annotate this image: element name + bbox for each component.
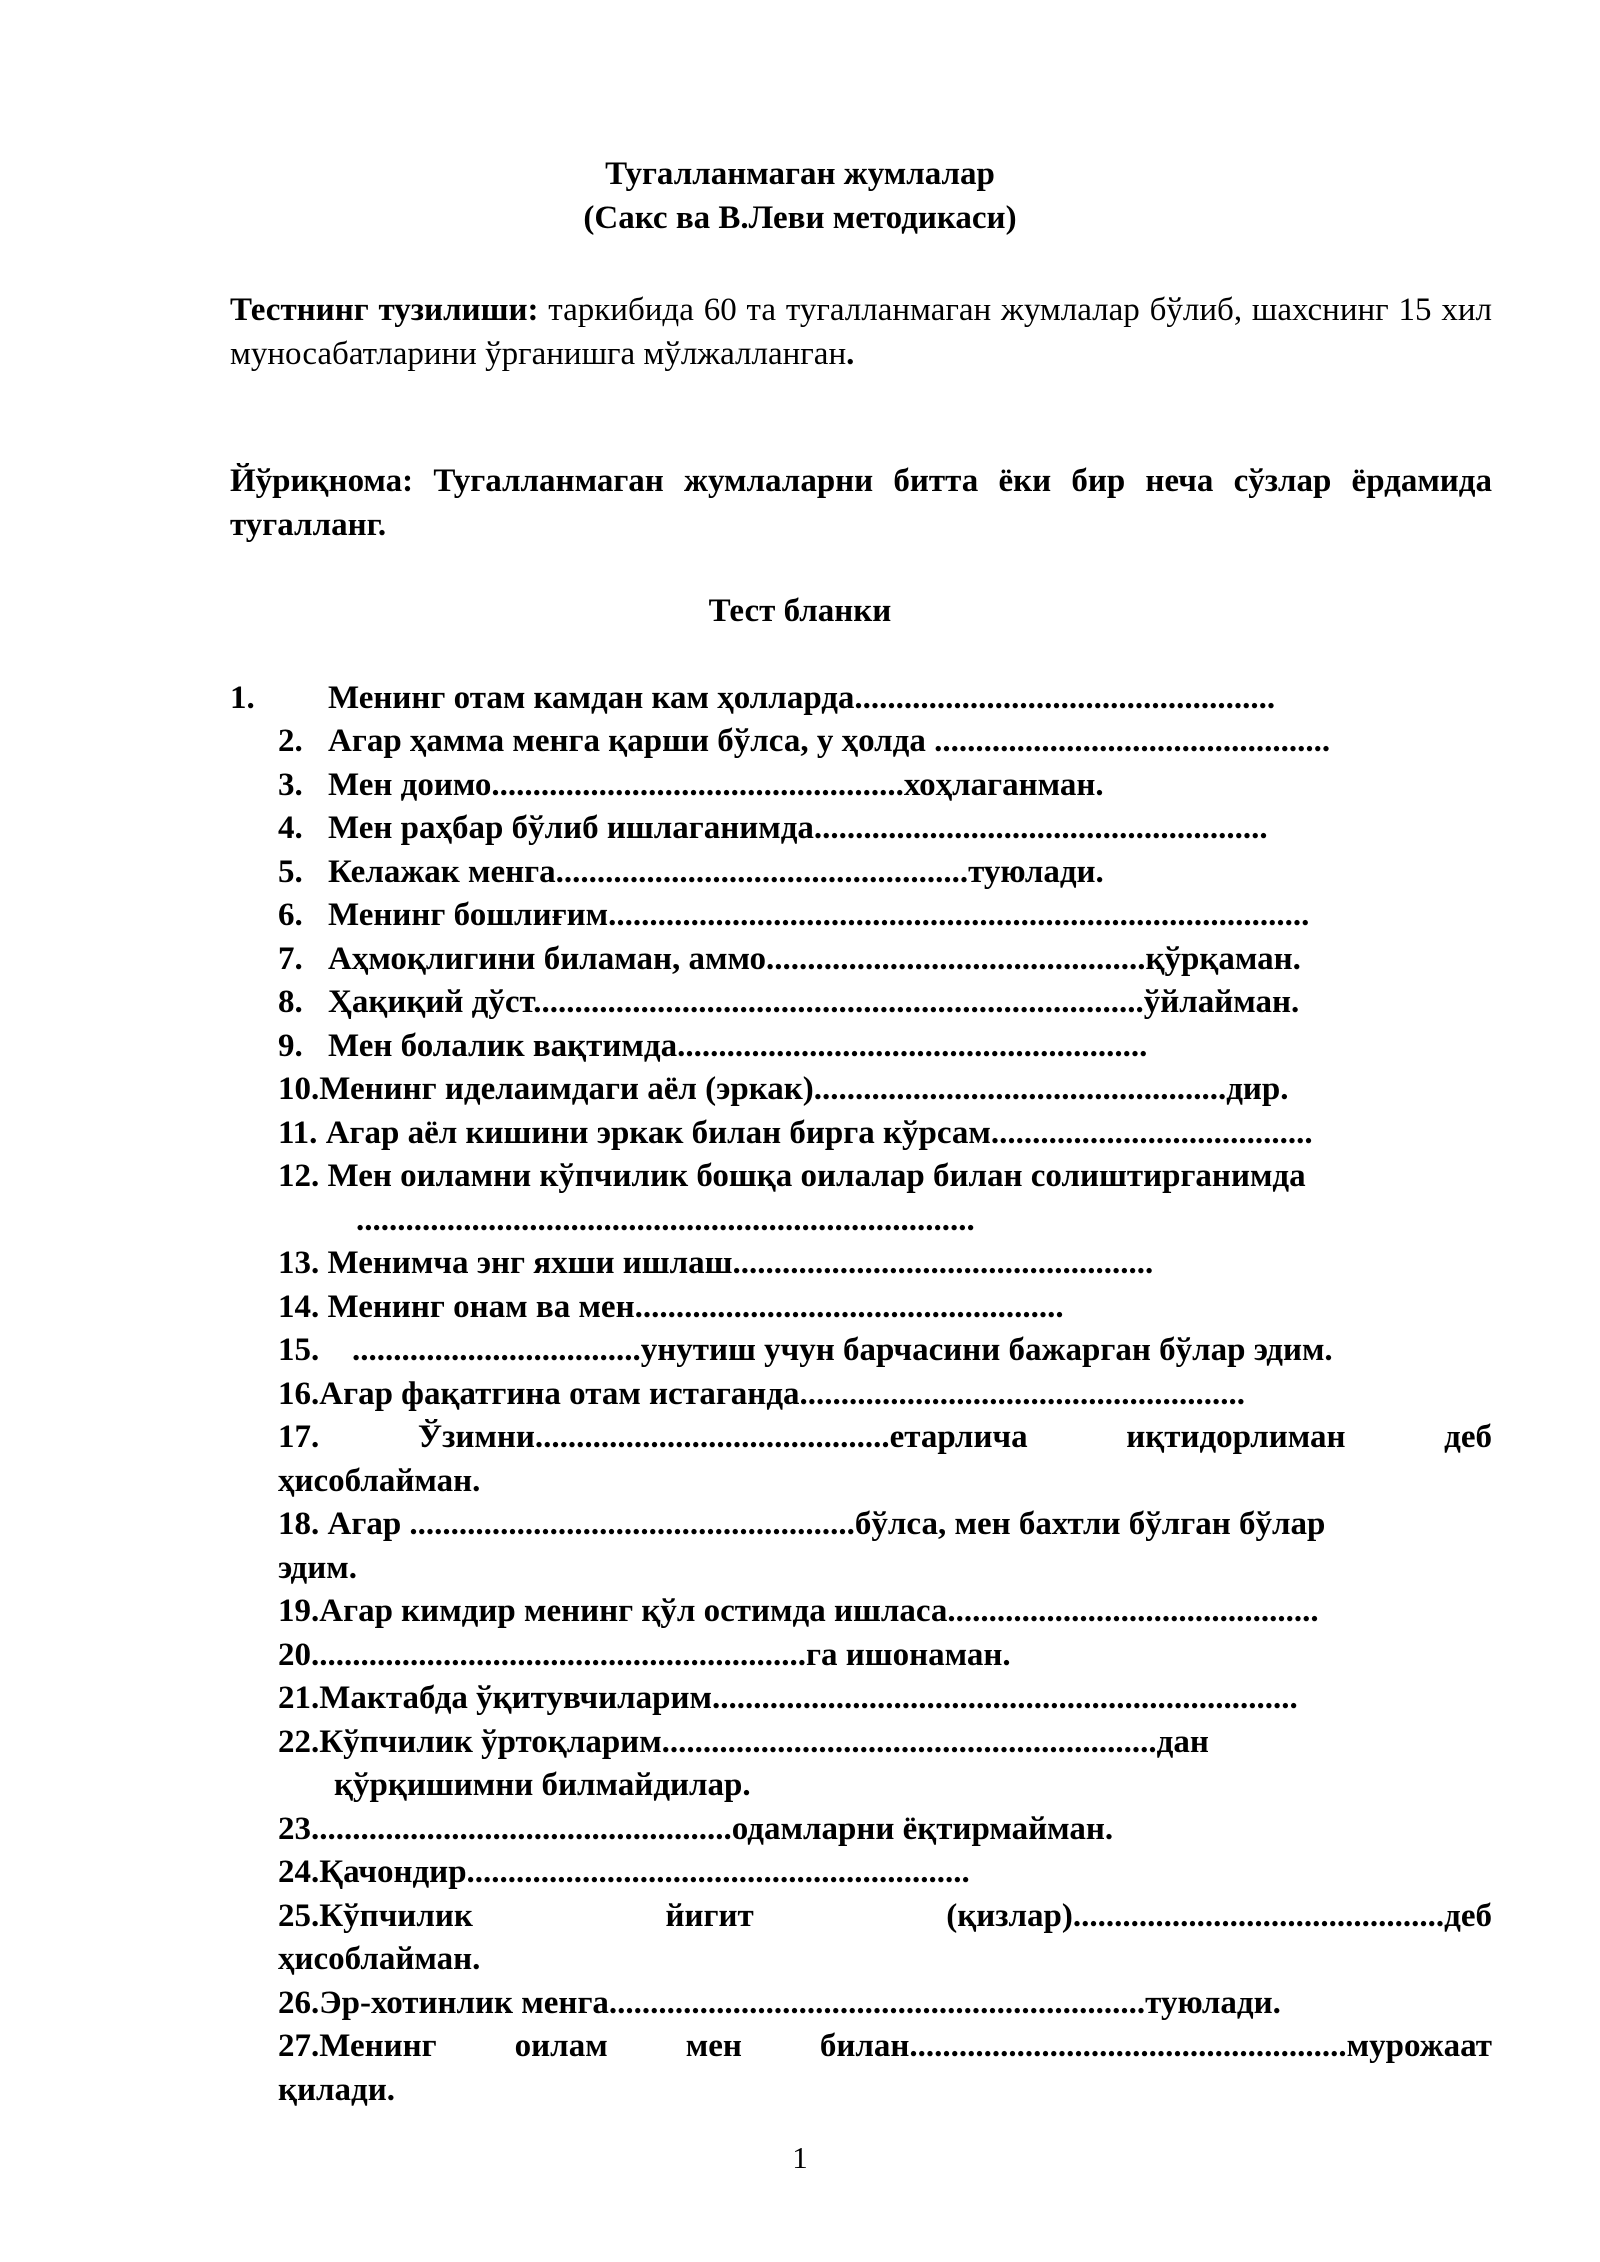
list-item <box>278 1328 1333 1372</box>
list-item <box>278 1676 1298 1720</box>
item-text: Келажак менга..................................................туюлади. <box>328 854 1104 890</box>
item-text: Мен оиламни кўпчилик бошқа оилалар билан солиштирганимда <box>327 1158 1306 1194</box>
item-text: Эр-хотинлик менга.................................................................туюлади. <box>319 1985 1281 2021</box>
document-title: Тугалланмаган жумлалар <box>605 156 995 192</box>
list-item <box>278 1285 1064 1329</box>
list-item <box>278 1415 1492 1459</box>
list-item <box>278 1633 1011 1677</box>
instruction-paragraph: Йўриқнома: Тугалланмаган жумлаларни битта ёки бир неча сўзлар ёрдамида тугалланг. <box>230 463 1492 543</box>
item-number: 18. <box>278 1506 320 1542</box>
item-text: Агар кимдир менинг қўл остимда ишласа............................................. <box>319 1593 1319 1629</box>
item-number: 12. <box>278 1158 320 1194</box>
item-number: 16. <box>278 1376 320 1412</box>
item-number: 9. <box>278 1028 303 1064</box>
item-number: 15. <box>278 1332 320 1368</box>
item-number: 5. <box>278 854 303 890</box>
item-text: иқтидорлиман <box>1126 1419 1346 1455</box>
list-item <box>278 1807 1113 1851</box>
item-text: Менимча энг яхши ишлаш................................................... <box>327 1245 1154 1281</box>
item-text: Ҳақиқий дўст..........................................................................ўйлайман. <box>328 984 1300 1020</box>
list-item <box>278 1372 1245 1416</box>
item-number: 3. <box>278 767 303 803</box>
item-number: 23. <box>278 1811 320 1847</box>
item-number: 2. <box>278 723 303 759</box>
item-text: Агар ҳамма менга қарши бўлса, у ҳолда ................................................ <box>328 723 1331 759</box>
item-text: ..................................................одамларни ёқтирмайман. <box>319 1811 1114 1847</box>
item-text: ...................................унутиш учун барчасини бажарган бўлар эдим. <box>352 1332 1333 1368</box>
item-number: 1. <box>230 680 255 716</box>
item-text: Қачондир............................................................. <box>319 1854 970 1890</box>
item-number: 27. <box>278 2028 320 2064</box>
item-text: билан.....................................................мурожаат <box>819 2028 1492 2064</box>
item-text: Мактабда ўқитувчиларим....................................................................... <box>319 1680 1298 1716</box>
item-number: 14. <box>278 1289 320 1325</box>
item-text: деб <box>1444 1419 1492 1455</box>
item-text: Менинг онам ва мен.................................................... <box>327 1289 1064 1325</box>
item-continuation: ҳисоблайман. <box>278 1463 481 1499</box>
item-text: ...........................................................га ишонаман. <box>319 1637 1011 1673</box>
list-item <box>278 1111 1313 1155</box>
item-text: Менинг бошлиғим..................................................................................... <box>328 897 1310 933</box>
item-text: Мен раҳбар бўлиб ишлаганимда....................................................... <box>328 810 1268 846</box>
item-number: 4. <box>278 810 303 846</box>
item-text: Кўпчилик ўртоқларим............................................................дан <box>319 1724 1209 1760</box>
item-continuation: ........................................................................... <box>356 1202 975 1238</box>
structure-text: таркибида 60 та тугалланмаган жумлалар бўлиб, шахснинг 15 хил муносабатларини ўрганишга мўлжалланган <box>230 292 1492 372</box>
item-continuation: эдим. <box>278 1550 357 1586</box>
item-continuation: ҳисоблайман. <box>278 1941 481 1977</box>
item-number: 6. <box>278 897 303 933</box>
item-number: 24. <box>278 1854 320 1890</box>
list-item <box>278 1024 1147 1068</box>
item-text: мен <box>685 2028 742 2064</box>
list-item <box>278 2024 1492 2068</box>
item-text: Аҳмоқлигини биламан, аммо..............................................қўрқаман. <box>328 941 1301 977</box>
item-text: Агар аёл кишини эркак билан бирга кўрсам....................................... <box>325 1115 1313 1151</box>
list-item <box>278 763 1104 807</box>
item-text: Агар фақатгина отам истаганда...................................................... <box>319 1376 1246 1412</box>
item-text: йигит <box>665 1898 754 1934</box>
structure-paragraph <box>230 288 1492 376</box>
item-text: Кўпчилик <box>319 1898 473 1934</box>
item-number: 13. <box>278 1245 320 1281</box>
item-text: Ўзимни...........................................етарлича <box>417 1419 1028 1455</box>
list-item <box>278 893 1309 937</box>
item-number: 7. <box>278 941 303 977</box>
list-item <box>278 1589 1319 1633</box>
list-item <box>230 676 1275 720</box>
blank-title: Тест бланки <box>708 593 892 629</box>
item-number: 21. <box>278 1680 320 1716</box>
item-continuation: қилади. <box>278 2072 395 2108</box>
list-item <box>278 1241 1153 1285</box>
item-number: 20. <box>278 1637 320 1673</box>
item-continuation: қўрқишимни билмайдилар. <box>334 1767 751 1803</box>
item-text: Менинг иделаимдаги аёл (эркак)..................................................дир. <box>319 1071 1289 1107</box>
item-number: 25. <box>278 1898 320 1934</box>
item-number: 19. <box>278 1593 320 1629</box>
page-number: 1 <box>792 2140 808 2175</box>
document-subtitle: (Сакс ва В.Леви методикаси) <box>583 200 1017 236</box>
structure-label: Тестнинг тузилиши: <box>230 292 539 328</box>
list-item <box>278 937 1301 981</box>
list-item <box>278 1154 1306 1198</box>
item-number: 11. <box>278 1115 318 1151</box>
item-number: 10. <box>278 1071 320 1107</box>
item-number: 22. <box>278 1724 320 1760</box>
list-item <box>278 1502 1325 1546</box>
structure-end: . <box>846 336 855 372</box>
item-text: оилам <box>514 2028 608 2064</box>
list-item <box>278 980 1299 1024</box>
list-item <box>278 1850 970 1894</box>
item-number: 17. <box>278 1419 320 1455</box>
item-text: Менинг отам камдан кам ҳолларда................................................... <box>328 680 1276 716</box>
item-text: Мен доимо..................................................хоҳлаганман. <box>328 767 1104 803</box>
item-text: Менинг <box>319 2028 437 2064</box>
item-text: Мен болалик вақтимда......................................................... <box>328 1028 1148 1064</box>
list-item <box>278 1067 1289 1111</box>
item-number: 26. <box>278 1985 320 2021</box>
list-item <box>278 806 1268 850</box>
item-text: Агар ......................................................бўлса, мен бахтли бўлган бўлар <box>327 1506 1326 1542</box>
item-text: (қизлар).............................................деб <box>946 1898 1492 1934</box>
list-item <box>278 1894 1492 1938</box>
list-item <box>278 850 1104 894</box>
list-item <box>278 1720 1209 1764</box>
item-number: 8. <box>278 984 303 1020</box>
list-item <box>278 1981 1281 2025</box>
list-item <box>278 719 1330 763</box>
